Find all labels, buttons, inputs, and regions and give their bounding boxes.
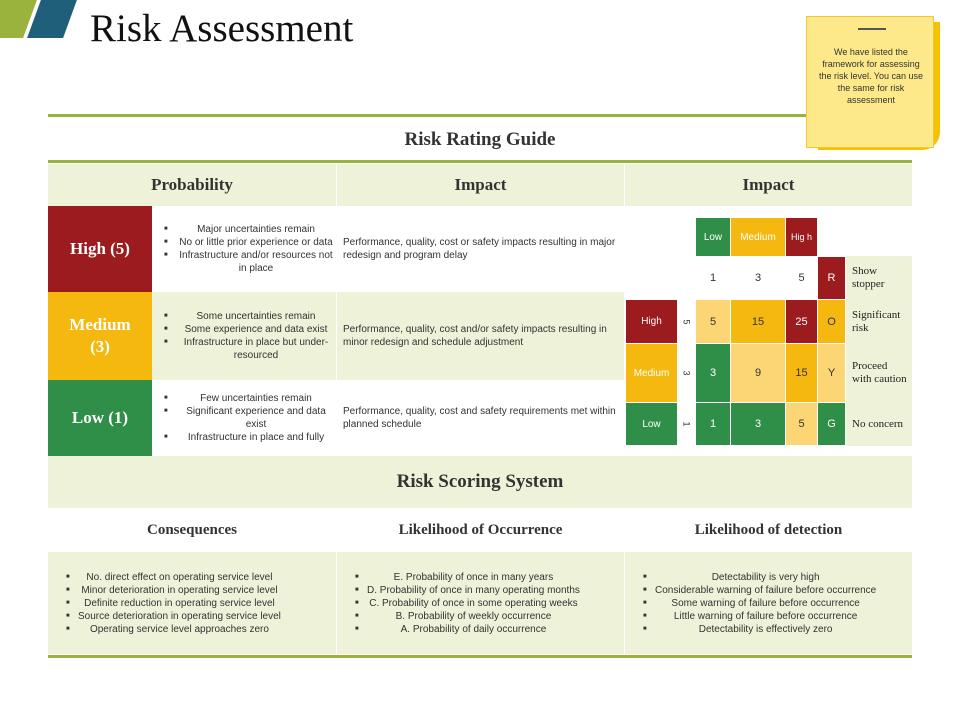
matrix-col-value: 1 <box>709 272 717 284</box>
list-item: ■ Major uncertainties remain <box>166 223 336 236</box>
matrix-col-value: 5 <box>798 272 805 284</box>
legend-code-o: O <box>818 300 845 343</box>
top-divider <box>48 114 806 117</box>
legend-text: No concern <box>852 417 904 430</box>
list-item: ■ Detectability is very high <box>645 571 876 584</box>
impact-low-text: Performance, quality, cost and safety requirements met within planned schedule <box>337 380 624 456</box>
legend-code-y: Y <box>818 344 845 402</box>
matrix-row-low: Low <box>626 403 677 445</box>
matrix-cell: 9 <box>731 344 785 402</box>
probability-header: Probability <box>48 164 336 206</box>
matrix-row-value: 1 <box>681 421 692 427</box>
list-item: ■ C. Probability of once in some operating weeks <box>357 597 580 610</box>
list-item: ■ B. Probability of weekly occurrence <box>357 610 580 623</box>
legend-text: Show stopper <box>852 265 885 290</box>
list-item: ■ Infrastructure and/or resources not in place <box>166 249 336 275</box>
scoring-title: Risk Scoring System <box>48 456 912 508</box>
matrix-cell: 5 <box>786 403 817 445</box>
likelihood-occurrence-list <box>337 552 624 654</box>
list-item: ■ Minor deterioration in operating service level <box>68 584 281 597</box>
list-item: ■ Source deterioration in operating service level <box>68 610 281 623</box>
matrix-cell: 5 <box>696 300 730 343</box>
impact-medium-text: Performance, quality, cost and/or safety impacts resulting in minor redesign and schedule adjustment <box>337 292 624 380</box>
level-low-bullets <box>152 380 336 456</box>
consequences-list <box>48 552 336 654</box>
legend-text: Proceed with caution <box>852 360 907 385</box>
legend-text: Significant risk <box>852 308 901 334</box>
list-item: ■ Detectability is effectively zero <box>645 623 876 636</box>
note-text: We have listed the framework for assessing the risk level. You can use the same for risk assessment <box>818 47 924 105</box>
level-low-badge: Low (1) <box>48 380 152 456</box>
list-item: ■ Infrastructure in place and fully <box>166 431 336 444</box>
level-medium-bullets <box>152 292 336 380</box>
matrix-row-high: High <box>626 300 677 343</box>
rating-guide-title: Risk Rating Guide <box>404 129 556 150</box>
matrix-cell: 15 <box>786 344 817 402</box>
likelihood-detection-list <box>625 552 912 654</box>
note-pin-line <box>858 28 886 30</box>
matrix-cell: 1 <box>696 403 730 445</box>
matrix-cell: 25 <box>786 300 817 343</box>
guide-divider <box>48 160 912 163</box>
list-item: ■ Infrastructure in place but under-resourced <box>166 336 336 362</box>
matrix-col-low: Low <box>696 218 730 256</box>
list-item: ■ No or little prior experience or data <box>166 236 336 249</box>
matrix-cell: 3 <box>696 344 730 402</box>
list-item: ■ D. Probability of once in many operating months <box>357 584 580 597</box>
likelihood-detection-header: Likelihood of detection <box>625 509 912 551</box>
matrix-row-value: 5 <box>681 318 692 325</box>
level-high-bullets <box>152 206 336 292</box>
matrix-cell: 3 <box>731 403 785 445</box>
level-medium-badge: Medium (3) <box>48 292 152 380</box>
bottom-divider <box>48 655 912 658</box>
list-item: ■ Few uncertainties remain <box>166 392 336 405</box>
list-item: ■ Operating service level approaches zero <box>68 623 281 636</box>
legend-code-r: R <box>818 257 845 299</box>
matrix-col-value: 3 <box>754 272 762 284</box>
list-item: ■ A. Probability of daily occurrence <box>357 623 580 636</box>
matrix-row-value: 3 <box>681 370 692 376</box>
list-item: ■ Considerable warning of failure before occurrence <box>645 584 876 597</box>
list-item: ■ Some experience and data exist <box>166 323 336 336</box>
impact-header: Impact <box>337 164 624 206</box>
matrix-col-high: Hig h <box>786 218 817 256</box>
consequences-header: Consequences <box>48 509 336 551</box>
legend-code-g: G <box>818 403 845 445</box>
list-item: ■ Little warning of failure before occurrence <box>645 610 876 623</box>
list-item: ■ E. Probability of once in many years <box>357 571 580 584</box>
impact-matrix-header: Impact <box>625 164 912 206</box>
matrix-cell: 15 <box>731 300 785 343</box>
matrix-row-medium: Medium <box>626 344 677 402</box>
impact-high-text: Performance, quality, cost or safety impacts resulting in major redesign and program delay <box>337 206 624 292</box>
list-item: ■ Significant experience and data exist <box>166 405 336 431</box>
list-item: ■ Some uncertainties remain <box>166 310 336 323</box>
list-item: ■ Some warning of failure before occurrence <box>645 597 876 610</box>
list-item: ■ No. direct effect on operating service level <box>68 571 281 584</box>
likelihood-occurrence-header: Likelihood of Occurrence <box>337 509 624 551</box>
matrix-col-medium: Medium <box>731 218 785 256</box>
page-title: Risk Assessment <box>90 7 354 50</box>
level-high-badge: High (5) <box>48 206 152 292</box>
list-item: ■ Definite reduction in operating service level <box>68 597 281 610</box>
